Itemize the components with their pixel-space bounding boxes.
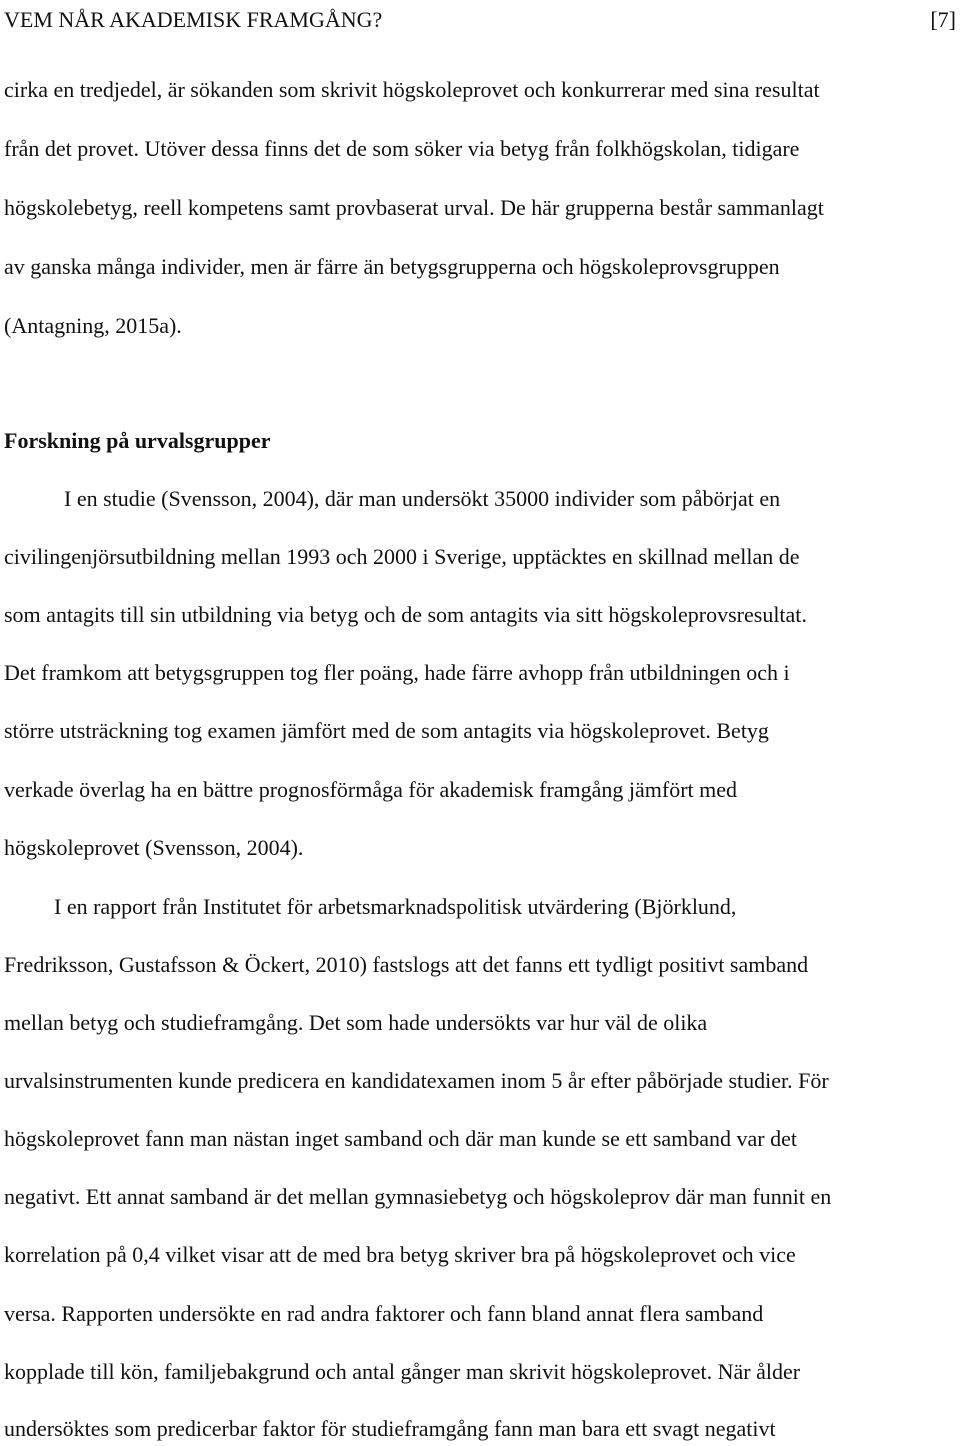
text-line: högskoleprovet fann man nästan inget samband och där man kunde se ett samband var det bbox=[4, 1126, 797, 1151]
text-line: av ganska många individer, men är färre än betygsgrupperna och högskoleprovsgruppen bbox=[4, 254, 780, 279]
text-line: urvalsinstrumenten kunde predicera en kandidatexamen inom 5 år efter påbörjade studier. För bbox=[4, 1068, 829, 1093]
text-line: som antagits till sin utbildning via betyg och de som antagits via sitt högskoleprovsresultat. bbox=[4, 602, 807, 627]
text-line: verkade överlag ha en bättre prognosförmåga för akademisk framgång jämfört med bbox=[4, 777, 738, 802]
text-line: kopplade till kön, familjebakgrund och antal gånger man skrivit högskoleprovet. När ålder bbox=[4, 1359, 801, 1384]
text-line: Det framkom att betygsgruppen tog fler poäng, hade färre avhopp från utbildningen och i bbox=[4, 660, 790, 685]
text-line: (Antagning, 2015a). bbox=[4, 313, 182, 338]
text-line: civilingenjörsutbildning mellan 1993 och 2000 i Sverige, upptäcktes en skillnad mellan de bbox=[4, 544, 800, 569]
text-line: större utsträckning tog examen jämfört med de som antagits via högskoleprovet. Betyg bbox=[4, 718, 769, 743]
text-line: Fredriksson, Gustafsson & Öckert, 2010) fastslogs att det fanns ett tydligt positivt samband bbox=[4, 952, 809, 977]
text-line: I en studie (Svensson, 2004), där man undersökt 35000 individer som påbörjat en bbox=[64, 486, 781, 511]
text-line: från det provet. Utöver dessa finns det de som söker via betyg från folkhögskolan, tidigare bbox=[4, 136, 800, 161]
text-line: I en rapport från Institutet för arbetsmarknadspolitisk utvärdering (Björklund, bbox=[54, 894, 737, 919]
text-line: versa. Rapporten undersökte en rad andra faktorer och fann bland annat flera samband bbox=[4, 1301, 764, 1326]
section-heading: Forskning på urvalsgrupper bbox=[4, 428, 271, 453]
text-line: undersöktes som predicerbar faktor för studieframgång fann man bara ett svagt negativt bbox=[4, 1416, 776, 1441]
page-header bbox=[4, 0, 956, 40]
text-line: negativt. Ett annat samband är det mellan gymnasiebetyg och högskoleprov där man funnit en bbox=[4, 1184, 832, 1209]
text-line: högskolebetyg, reell kompetens samt provbaserat urval. De här grupperna består sammanlagt bbox=[4, 195, 824, 220]
page-number: [7] bbox=[930, 7, 956, 32]
text-line: cirka en tredjedel, är sökanden som skrivit högskoleprovet och konkurrerar med sina resultat bbox=[4, 77, 820, 102]
text-line: korrelation på 0,4 vilket visar att de med bra betyg skriver bra på högskoleprovet och vice bbox=[4, 1242, 796, 1267]
text-line: högskoleprovet (Svensson, 2004). bbox=[4, 835, 304, 860]
text-line: mellan betyg och studieframgång. Det som hade undersökts var hur väl de olika bbox=[4, 1010, 708, 1035]
running-title: VEM NÅR AKADEMISK FRAMGÅNG? bbox=[4, 7, 383, 32]
